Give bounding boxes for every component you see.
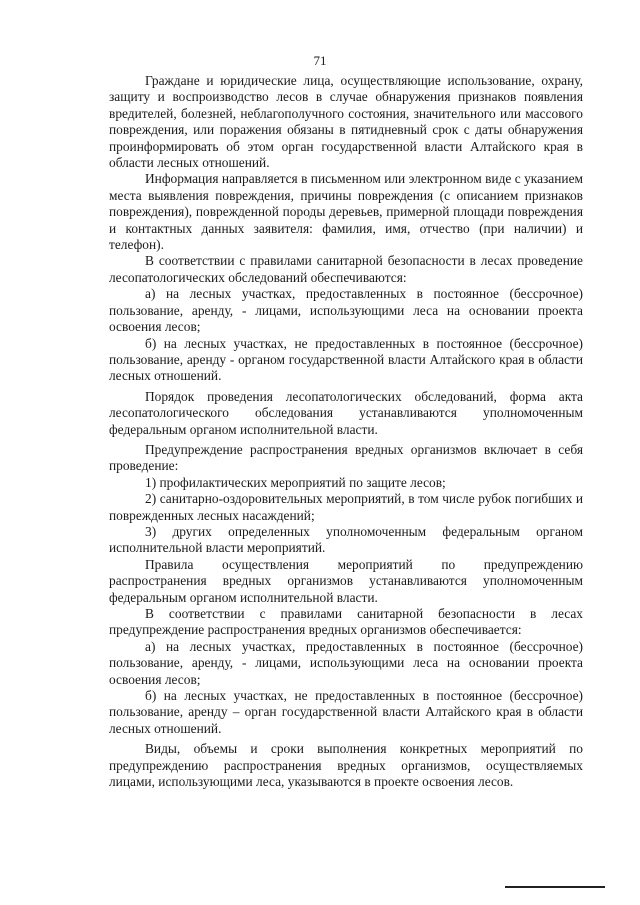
paragraph-prevention-item-2: 2) санитарно-оздоровительных мероприятий, в том числе рубок погибших и поврежденных лесных насаждений; <box>109 491 583 523</box>
paragraph-prevention-provision: В соответствии с правилами санитарной безопасности в лесах предупреждение распространения вредных организмов обеспечивается: <box>109 606 583 638</box>
paragraph-prevention-includes: Предупреждение распространения вредных организмов включает в себя проведение: <box>109 441 583 474</box>
paragraph-prevention-item-a: а) на лесных участках, предоставленных в постоянное (бессрочное) пользование, аренду, - лицами, использующими леса на основании проекта освоения лесов; <box>109 638 583 687</box>
paragraph-survey-procedure: Порядок проведения лесопатологических обследований, форма акта лесопатологического обследования устанавливаются уполномоченным федеральным органом исполнительной власти. <box>109 388 583 437</box>
paragraph-survey-item-a: а) на лесных участках, предоставленных в постоянное (бессрочное) пользование, аренду, - лицами, использующими леса на основании проекта освоения лесов; <box>109 286 583 335</box>
paragraph-prevention-item-1: 1) профилактических мероприятий по защите лесов; <box>145 474 446 490</box>
paragraph-survey-provision: В соответствии с правилами санитарной безопасности в лесах проведение лесопатологических обследований обеспечиваются: <box>109 253 583 285</box>
paragraph-measures-scope: Виды, объемы и сроки выполнения конкретных мероприятий по предупреждению распространения вредных организмов, осуществляемых лицами, использующими леса, указываются в проекте освоения лесов. <box>109 741 583 790</box>
document-body <box>109 73 583 790</box>
paragraph-notification-duty: Граждане и юридические лица, осуществляющие использование, охрану, защиту и воспроизводство лесов в случае обнаружения признаков появления вредителей, болезней, неблагополучного состояния, значительного или массового повреждения, или поражения обязаны в пятидневный срок с даты обнаружения проинформировать об этом орган государственной власти Алтайского края в области лесных отношений. <box>109 73 583 171</box>
paragraph-prevention-item-3: 3) других определенных уполномоченным федеральным органом исполнительной власти мероприятий. <box>109 523 583 556</box>
paragraph-prevention-rules: Правила осуществления мероприятий по предупреждению распространения вредных организмов устанавливаются уполномоченным федеральным органом исполнительной власти. <box>109 556 583 605</box>
paragraph-prevention-item-b: б) на лесных участках, не предоставленных в постоянное (бессрочное) пользование, аренду – орган государственной власти Алтайского края в области лесных отношений. <box>109 688 583 736</box>
footer-rule <box>505 886 605 888</box>
page-number: 71 <box>313 53 327 68</box>
paragraph-survey-item-b: б) на лесных участках, не предоставленных в постоянное (бессрочное) пользование, аренду - органом государственной власти Алтайского края в области лесных отношений. <box>109 335 583 384</box>
paragraph-information-format: Информация направляется в письменном или электронном виде с указанием места выявления повреждения, причины повреждения (с описанием признаков повреждения), поврежденной породы деревьев, примерной площади повреждения и контактных данных заявителя: фамилия, имя, отчество (при наличии) и телефон). <box>109 171 583 253</box>
